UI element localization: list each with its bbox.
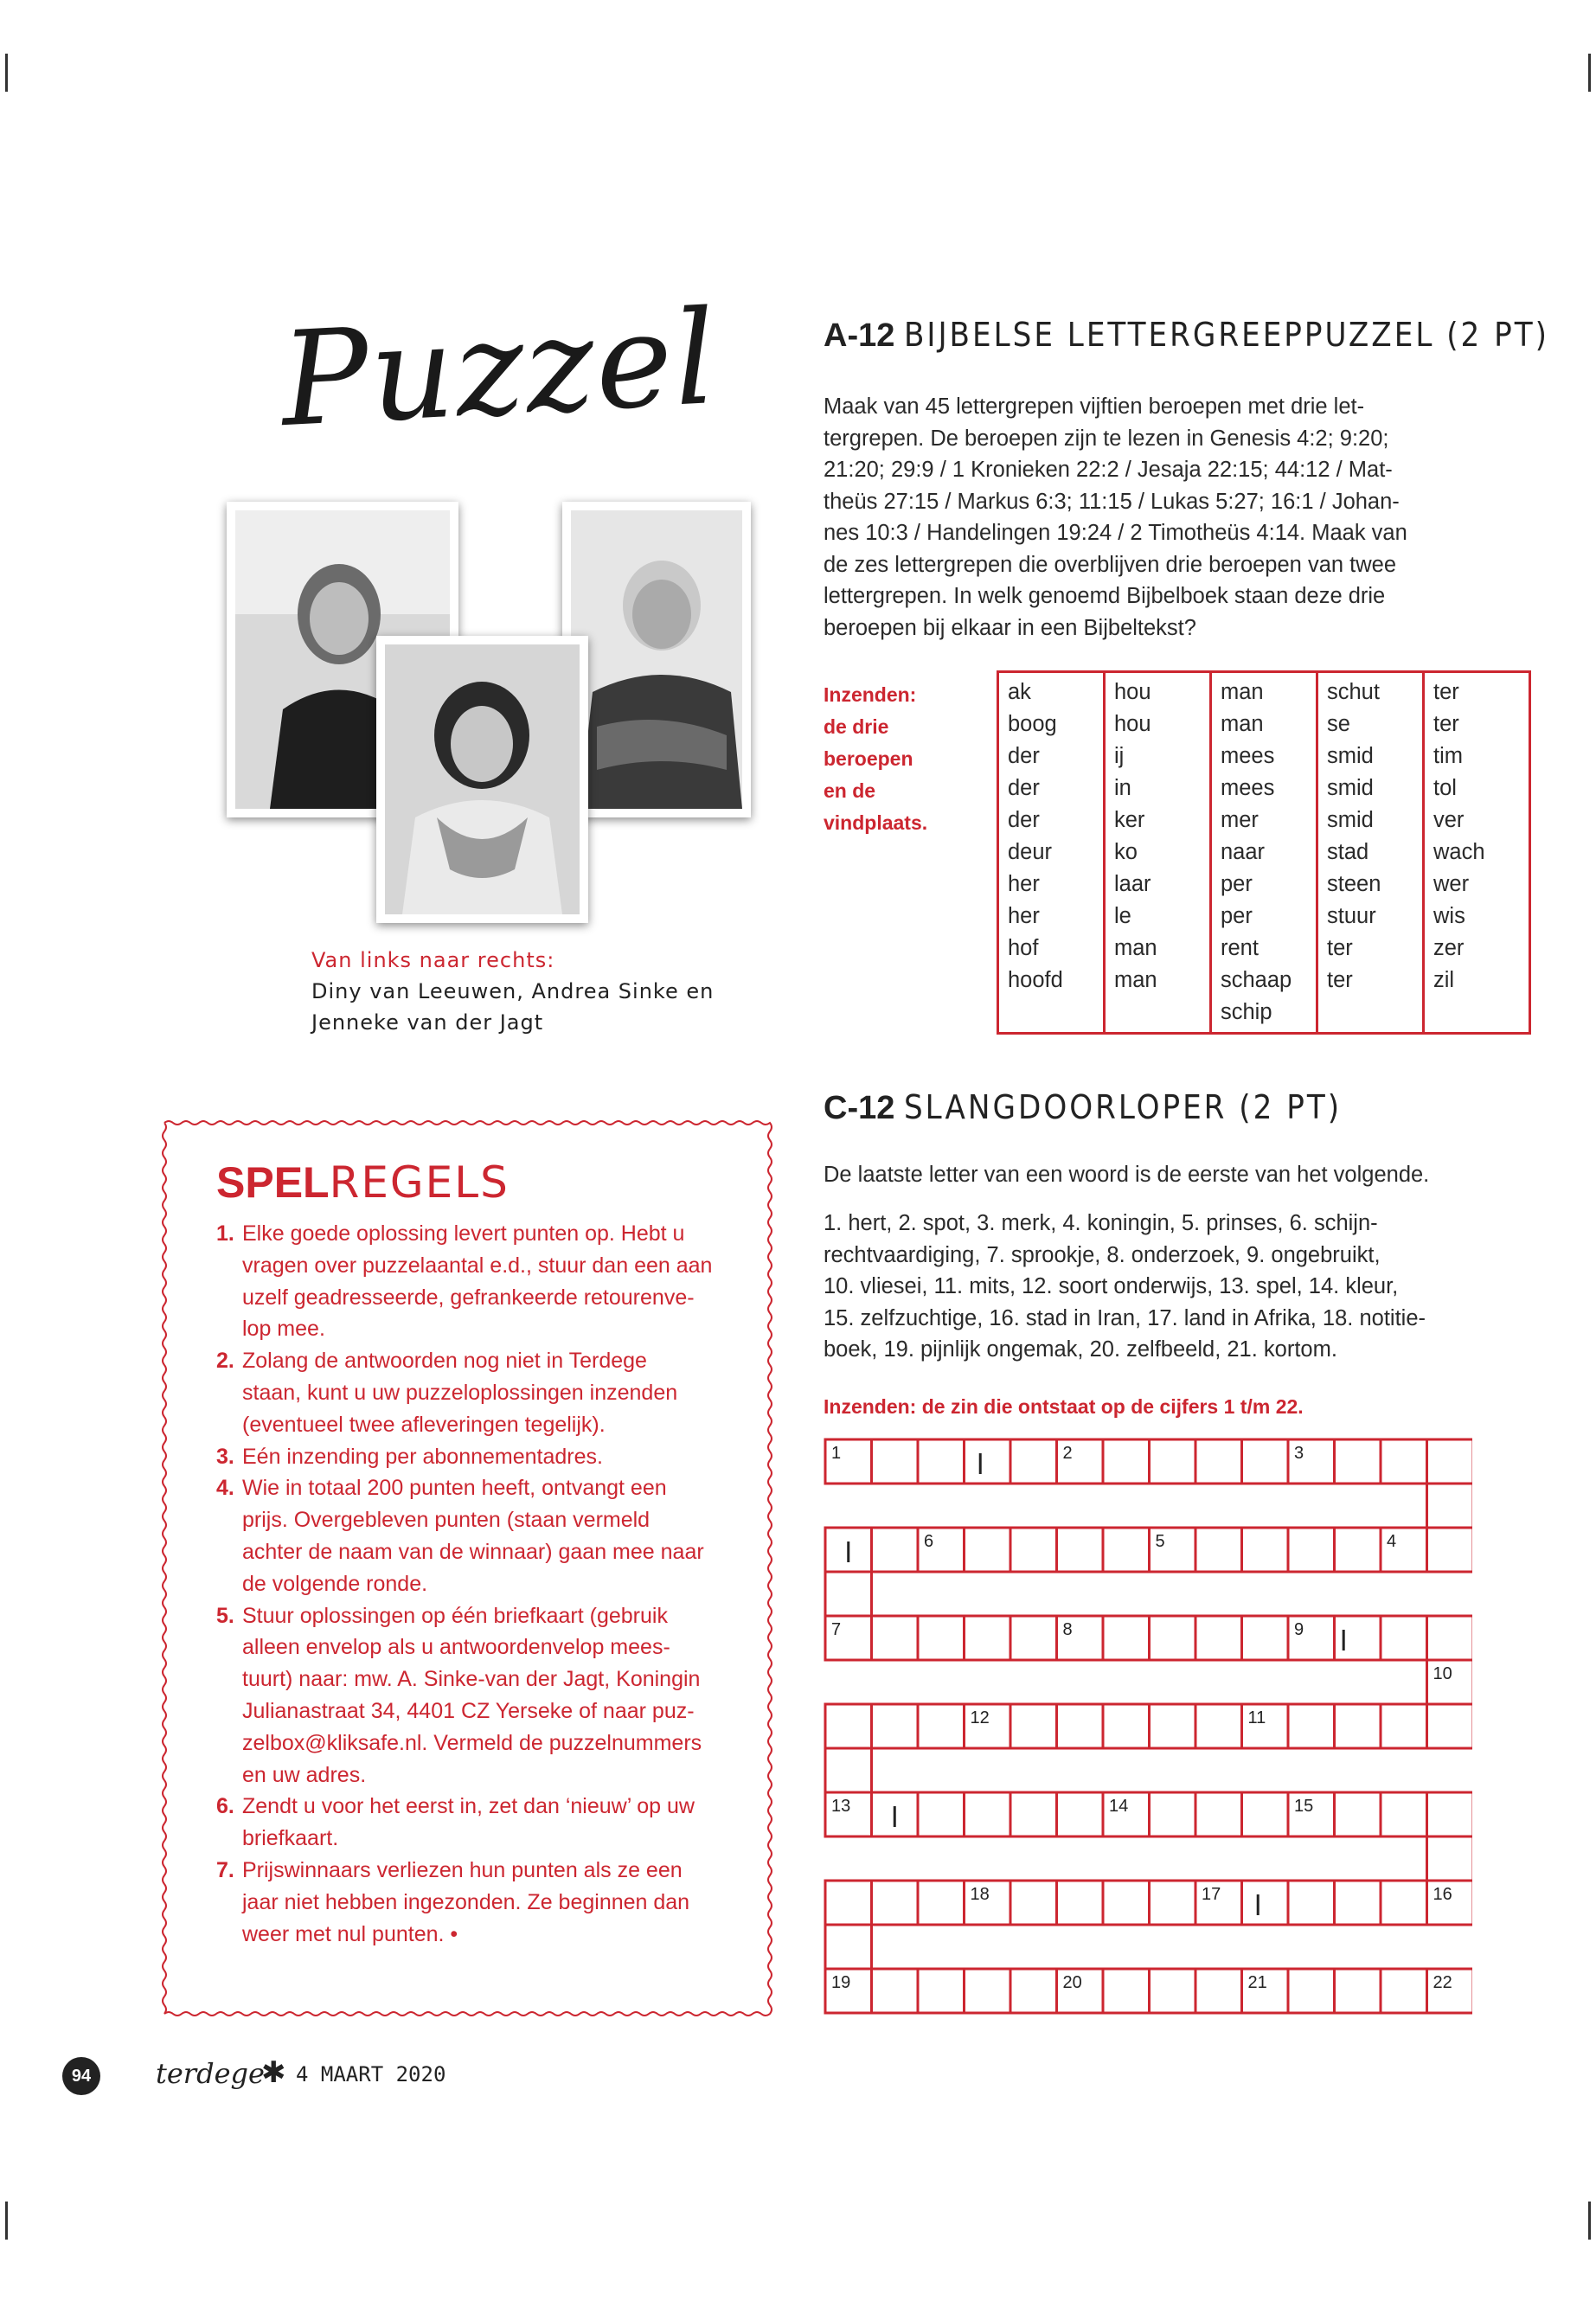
grid-cell[interactable] (1242, 1881, 1289, 1925)
grid-cell[interactable] (1195, 1792, 1242, 1836)
grid-cell[interactable] (1427, 1484, 1473, 1528)
grid-cell[interactable] (1335, 1881, 1381, 1925)
syllable: steen (1327, 872, 1381, 896)
syllable-column (1105, 672, 1211, 1034)
rule-line: tuurt) naar: mw. A. Sinke-van der Jagt, Koningin (242, 1667, 701, 1692)
rule-line: lop mee. (242, 1317, 325, 1342)
grid-cell[interactable] (1150, 1969, 1196, 2013)
a12-code: A-12 (824, 317, 895, 354)
portrait-image (571, 510, 742, 809)
page-title: Puzzel (277, 282, 721, 457)
grid-cell[interactable] (1010, 1792, 1057, 1836)
syllable: ker (1114, 808, 1145, 832)
syllable: man (1221, 712, 1264, 736)
grid-number: 17 (1202, 1885, 1221, 1904)
syllable: man (1114, 968, 1157, 992)
syllable: der (1008, 776, 1040, 800)
grid-cell[interactable] (825, 1572, 872, 1616)
syllable: ak (1008, 680, 1031, 704)
syllable: mees (1221, 744, 1275, 768)
syllable: se (1327, 712, 1350, 736)
rule-line: Zendt u voor het eerst in, zet dan ‘nieuw’ op uw (242, 1794, 695, 1819)
grid-cell[interactable] (1150, 1616, 1196, 1660)
grid-cell[interactable] (1103, 1616, 1150, 1660)
grid-cell[interactable] (1057, 1792, 1104, 1836)
a12-submit-note (824, 679, 945, 839)
rule-line: Julianastraat 34, 4401 CZ Yerseke of naar puz- (242, 1698, 695, 1723)
c12-title: SLANGDOORLOPER (2 PT) (903, 1088, 1343, 1126)
grid-cell[interactable] (965, 1528, 1011, 1572)
syllable: wis (1433, 904, 1465, 928)
syllable: hof (1008, 936, 1039, 960)
grid-cell[interactable] (1103, 1439, 1150, 1484)
grid-cell[interactable] (918, 1792, 965, 1836)
syllable: schaap (1221, 968, 1292, 992)
grid-cell[interactable] (1427, 1528, 1473, 1572)
rule-line: alleen envelop als u antwoordenvelop mees- (242, 1635, 670, 1660)
grid-cell[interactable] (1335, 1528, 1381, 1572)
syllable: ter (1327, 936, 1353, 960)
grid-cell[interactable] (1195, 1616, 1242, 1660)
grid-number: 2 (1062, 1444, 1073, 1463)
grid-cell[interactable] (1381, 1439, 1427, 1484)
grid-cell[interactable] (1335, 1969, 1381, 2013)
star-icon: ✱ (261, 2056, 286, 2089)
syllable: smid (1327, 808, 1374, 832)
grid-number: 18 (970, 1885, 990, 1904)
grid-cell[interactable] (1057, 1881, 1104, 1925)
a12-title: BIJBELSE LETTERGREEPPUZZEL (2 PT) (903, 316, 1549, 354)
portrait-image (385, 644, 580, 914)
grid-cell[interactable] (1103, 1969, 1150, 2013)
rule-line: zelbox@kliksafe.nl. Vermeld de puzzelnummers (242, 1730, 702, 1755)
rule-item (216, 1791, 753, 1855)
clue-line: boek, 19. pijnlijk ongemak, 20. zelfbeeld, 21. kortom. (824, 1337, 1337, 1362)
grid-cell[interactable] (1427, 1792, 1473, 1836)
grid-number: 11 (1247, 1708, 1266, 1727)
grid-cell[interactable] (872, 1704, 919, 1748)
grid-cell[interactable] (1381, 1792, 1427, 1836)
grid-cell[interactable] (1010, 1881, 1057, 1925)
syllable: schip (1221, 1000, 1272, 1024)
magazine-logo: terdege (156, 2057, 265, 2090)
rule-line: Eén inzending per abonnementadres. (242, 1444, 603, 1469)
grid-number: 14 (1109, 1797, 1129, 1816)
syllable: mer (1221, 808, 1259, 832)
grid-cell[interactable] (1242, 1439, 1289, 1484)
text-line: theüs 27:15 / Markus 6:3; 11:15 / Lukas 5:27; 16:1 / Johan- (824, 489, 1400, 514)
grid-cell[interactable] (1103, 1881, 1150, 1925)
grid-cell[interactable] (1335, 1704, 1381, 1748)
syllable: ver (1433, 808, 1465, 832)
clue-line: 1. hert, 2. spot, 3. merk, 4. koningin, 5. prinses, 6. schijn- (824, 1211, 1378, 1235)
grid-number: 5 (1155, 1532, 1165, 1551)
rule-line: briefkaart. (242, 1826, 339, 1851)
rule-number: 6. (216, 1794, 234, 1819)
syllable: in (1114, 776, 1131, 800)
syllable: smid (1327, 776, 1374, 800)
syllable: stad (1327, 840, 1369, 864)
grid-cell[interactable] (918, 1881, 965, 1925)
grid-cell[interactable] (825, 1881, 872, 1925)
crop-mark (1588, 54, 1591, 92)
grid-cell[interactable] (1150, 1792, 1196, 1836)
rules-title-rest: REGELS (329, 1157, 510, 1208)
grid-cell[interactable] (1288, 1528, 1335, 1572)
syllable: ter (1433, 712, 1459, 736)
clue-line: 10. vliesei, 11. mits, 12. soort onderwijs, 13. spel, 14. kleur, (824, 1274, 1399, 1298)
syllable: her (1008, 872, 1040, 896)
syllable: per (1221, 872, 1253, 896)
rule-line: staan, kunt u uw puzzeloplossingen inzenden (242, 1380, 678, 1405)
grid-cell[interactable] (1010, 1616, 1057, 1660)
syllable: wer (1433, 872, 1470, 896)
rule-line: de volgende ronde. (242, 1571, 428, 1596)
rule-line: Zolang de antwoorden nog niet in Terdege (242, 1349, 647, 1374)
syllable-column (1424, 672, 1530, 1034)
grid-cell[interactable] (1195, 1704, 1242, 1748)
grid-number: 22 (1433, 1973, 1452, 1992)
grid-number: 16 (1433, 1885, 1452, 1904)
syllable-column (1317, 672, 1424, 1034)
syllable: man (1114, 936, 1157, 960)
grid-cell[interactable] (1381, 1969, 1427, 2013)
rule-item (216, 1345, 753, 1440)
syllable: stuur (1327, 904, 1376, 928)
syllable: rent (1221, 936, 1259, 960)
grid-cell[interactable] (1288, 1969, 1335, 2013)
grid-cell[interactable] (1288, 1881, 1335, 1925)
grid-number: 19 (831, 1973, 851, 1992)
syllable: ko (1114, 840, 1138, 864)
grid-cell[interactable] (1010, 1439, 1057, 1484)
grid-cell[interactable] (1381, 1881, 1427, 1925)
grid-cell[interactable] (1381, 1616, 1427, 1660)
grid-cell[interactable] (1335, 1616, 1381, 1660)
page-number: 94 (62, 2057, 100, 2095)
syllable: der (1008, 744, 1040, 768)
grid-cell[interactable] (1195, 1969, 1242, 2013)
grid-cell[interactable] (825, 1704, 872, 1748)
submit-line: Inzenden: (824, 683, 917, 706)
grid-cell[interactable] (1242, 1616, 1289, 1660)
submit-line: en de (824, 779, 876, 802)
grid-cell[interactable] (872, 1528, 919, 1572)
grid-cell[interactable] (1150, 1704, 1196, 1748)
syllable-column (998, 672, 1105, 1034)
rule-line: achter de naam van de winnaar) gaan mee naar (242, 1539, 704, 1564)
grid-cell[interactable] (965, 1969, 1011, 2013)
grid-cell[interactable] (872, 1616, 919, 1660)
rule-number: 5. (216, 1603, 234, 1628)
rule-number: 2. (216, 1349, 234, 1374)
grid-cell[interactable] (1150, 1881, 1196, 1925)
photo-andrea (376, 636, 588, 923)
c12-intro: De laatste letter van een woord is de eerste van het volgende. (824, 1163, 1430, 1187)
grid-cell[interactable] (1010, 1969, 1057, 2013)
c12-heading (824, 1088, 1342, 1127)
syllable: le (1114, 904, 1131, 928)
photo-jenneke (562, 502, 751, 817)
syllable: naar (1221, 840, 1266, 864)
rules-title-bold: SPEL (216, 1158, 330, 1207)
grid-cell[interactable] (1427, 1439, 1473, 1484)
grid-cell[interactable] (872, 1881, 919, 1925)
grid-cell[interactable] (1335, 1792, 1381, 1836)
grid-cell[interactable] (1103, 1528, 1150, 1572)
syllable: zer (1433, 936, 1465, 960)
grid-cell[interactable] (1242, 1528, 1289, 1572)
crop-mark (5, 2202, 8, 2240)
text-line: de zes lettergrepen die overblijven drie beroepen van twee (824, 552, 1397, 577)
issue-date: 4 MAART 2020 (296, 2062, 446, 2086)
rule-line: jaar niet hebben ingezonden. Ze beginnen dan (242, 1889, 690, 1914)
syllable: per (1221, 904, 1253, 928)
rule-number: 7. (216, 1857, 234, 1882)
grid-cell[interactable] (1242, 1792, 1289, 1836)
submit-line: de drie (824, 715, 889, 738)
grid-cell[interactable] (918, 1616, 965, 1660)
grid-cell[interactable] (1010, 1704, 1057, 1748)
c12-submit-note: Inzenden: de zin die ontstaat op de cijfers 1 t/m 22. (824, 1395, 1304, 1418)
grid-cell[interactable] (1427, 1836, 1473, 1881)
syllable: smid (1327, 744, 1374, 768)
grid-cell[interactable] (965, 1616, 1011, 1660)
clue-line: 15. zelfzuchtige, 16. stad in Iran, 17. land in Afrika, 18. notitie- (824, 1305, 1426, 1330)
grid-cell[interactable] (965, 1792, 1011, 1836)
grid-number: 12 (970, 1708, 990, 1727)
syllable-column (1211, 672, 1317, 1034)
grid-number: 13 (831, 1797, 851, 1816)
syllable: hoofd (1008, 968, 1063, 992)
c12-clues (824, 1208, 1446, 1366)
grid-cell[interactable] (1195, 1439, 1242, 1484)
text-line: 21:20; 29:9 / 1 Kronieken 22:2 / Jesaja 22:15; 44:12 / Mat- (824, 458, 1393, 482)
rule-line: Stuur oplossingen op één briefkaart (gebruik (242, 1603, 668, 1628)
rule-number: 1. (216, 1221, 234, 1246)
caption-line: Van links naar rechts: (311, 948, 555, 972)
rule-number: 4. (216, 1476, 234, 1501)
grid-number: 9 (1294, 1620, 1304, 1639)
caption-line: Diny van Leeuwen, Andrea Sinke en (311, 979, 715, 1003)
rule-item (216, 1218, 753, 1345)
grid-cell[interactable] (825, 1748, 872, 1792)
rule-line: en uw adres. (242, 1762, 367, 1787)
grid-cell[interactable] (1427, 1616, 1473, 1660)
grid-number: 10 (1433, 1664, 1452, 1683)
syllable: boog (1008, 712, 1057, 736)
syllable: tim (1433, 744, 1463, 768)
grid-number: 8 (1062, 1620, 1073, 1639)
rule-line: vragen over puzzelaantal e.d., stuur dan een aan (242, 1253, 713, 1278)
grid-number: 7 (831, 1620, 842, 1639)
rule-line: weer met nul punten. • (242, 1921, 458, 1946)
syllable: tol (1433, 776, 1457, 800)
grid-number: 15 (1294, 1797, 1314, 1816)
syllable: schut (1327, 680, 1380, 704)
text-line: tergrepen. De beroepen zijn te lezen in Genesis 4:2; 9:20; (824, 426, 1389, 451)
grid-cell[interactable] (918, 1969, 965, 2013)
grid-cell[interactable] (1427, 1704, 1473, 1748)
grid-number: 6 (924, 1532, 934, 1551)
syllable: ij (1114, 744, 1125, 768)
syllable-table (997, 670, 1531, 1035)
grid-cell[interactable] (918, 1704, 965, 1748)
syllable: laar (1114, 872, 1151, 896)
grid-cell[interactable] (1010, 1528, 1057, 1572)
rule-line: Wie in totaal 200 punten heeft, ontvangt een (242, 1476, 667, 1501)
rule-line: (eventueel twee afleveringen tegelijk). (242, 1412, 606, 1437)
grid-number: 1 (831, 1444, 842, 1463)
submit-line: beroepen (824, 747, 913, 770)
rule-line: prijs. Overgebleven punten (staan vermeld (242, 1508, 651, 1533)
grid-cell[interactable] (872, 1439, 919, 1484)
text-line: beroepen bij elkaar in een Bijbeltekst? (824, 615, 1196, 640)
syllable: deur (1008, 840, 1053, 864)
grid-cell[interactable] (1288, 1704, 1335, 1748)
grid-cell[interactable] (1057, 1528, 1104, 1572)
rule-item (216, 1855, 753, 1950)
text-line: nes 10:3 / Handelingen 19:24 / 2 Timotheüs 4:14. Maak van (824, 521, 1407, 545)
syllable: wach (1433, 840, 1485, 864)
crop-mark (1588, 2202, 1591, 2240)
syllable: hou (1114, 712, 1151, 736)
syllable: der (1008, 808, 1040, 832)
grid-cell[interactable] (1195, 1528, 1242, 1572)
rule-item (216, 1441, 753, 1473)
rule-number: 3. (216, 1444, 234, 1469)
grid-number: 3 (1294, 1444, 1304, 1463)
grid-cell[interactable] (1381, 1704, 1427, 1748)
grid-cell[interactable] (825, 1925, 872, 1969)
syllable: man (1221, 680, 1264, 704)
grid-cell[interactable] (1057, 1704, 1104, 1748)
grid-number: 21 (1247, 1973, 1267, 1992)
syllable: mees (1221, 776, 1275, 800)
caption-line: Jenneke van der Jagt (311, 1010, 544, 1035)
a12-instructions (824, 391, 1446, 644)
a12-heading (824, 316, 1549, 355)
submit-line: vindplaats. (824, 811, 928, 834)
photo-caption (311, 945, 714, 1038)
grid-cell[interactable] (965, 1439, 1011, 1484)
grid-cell[interactable] (1335, 1439, 1381, 1484)
grid-cell[interactable] (1150, 1439, 1196, 1484)
rule-line: Elke goede oplossing levert punten op. Hebt u (242, 1221, 685, 1246)
grid-cell[interactable] (872, 1969, 919, 2013)
text-line: Maak van 45 lettergrepen vijftien beroepen met drie let- (824, 394, 1365, 419)
clue-line: rechtvaardiging, 7. sprookje, 8. onderzoek, 9. ongebruikt, (824, 1242, 1381, 1267)
rule-line: Prijswinnaars verliezen hun punten als ze een (242, 1857, 683, 1882)
rule-item (216, 1600, 753, 1791)
rules-title (216, 1157, 510, 1208)
syllable: ter (1433, 680, 1459, 704)
rule-line: uzelf geadresseerde, gefrankeerde retourenve- (242, 1285, 695, 1310)
grid-number: 4 (1387, 1532, 1397, 1551)
rule-item (216, 1472, 753, 1599)
syllable: her (1008, 904, 1040, 928)
snake-grid (824, 1438, 1472, 2026)
text-line: lettergrepen. In welk genoemd Bijbelboek staan deze drie (824, 584, 1386, 608)
c12-code: C-12 (824, 1090, 895, 1126)
grid-cell[interactable] (1103, 1704, 1150, 1748)
grid-number: 20 (1062, 1973, 1082, 1992)
crop-mark (5, 54, 8, 92)
rules-box (164, 1123, 770, 2014)
syllable: hou (1114, 680, 1151, 704)
grid-cell[interactable] (918, 1439, 965, 1484)
syllable: ter (1327, 968, 1353, 992)
rules-list (216, 1218, 753, 1950)
syllable: zil (1433, 968, 1455, 992)
